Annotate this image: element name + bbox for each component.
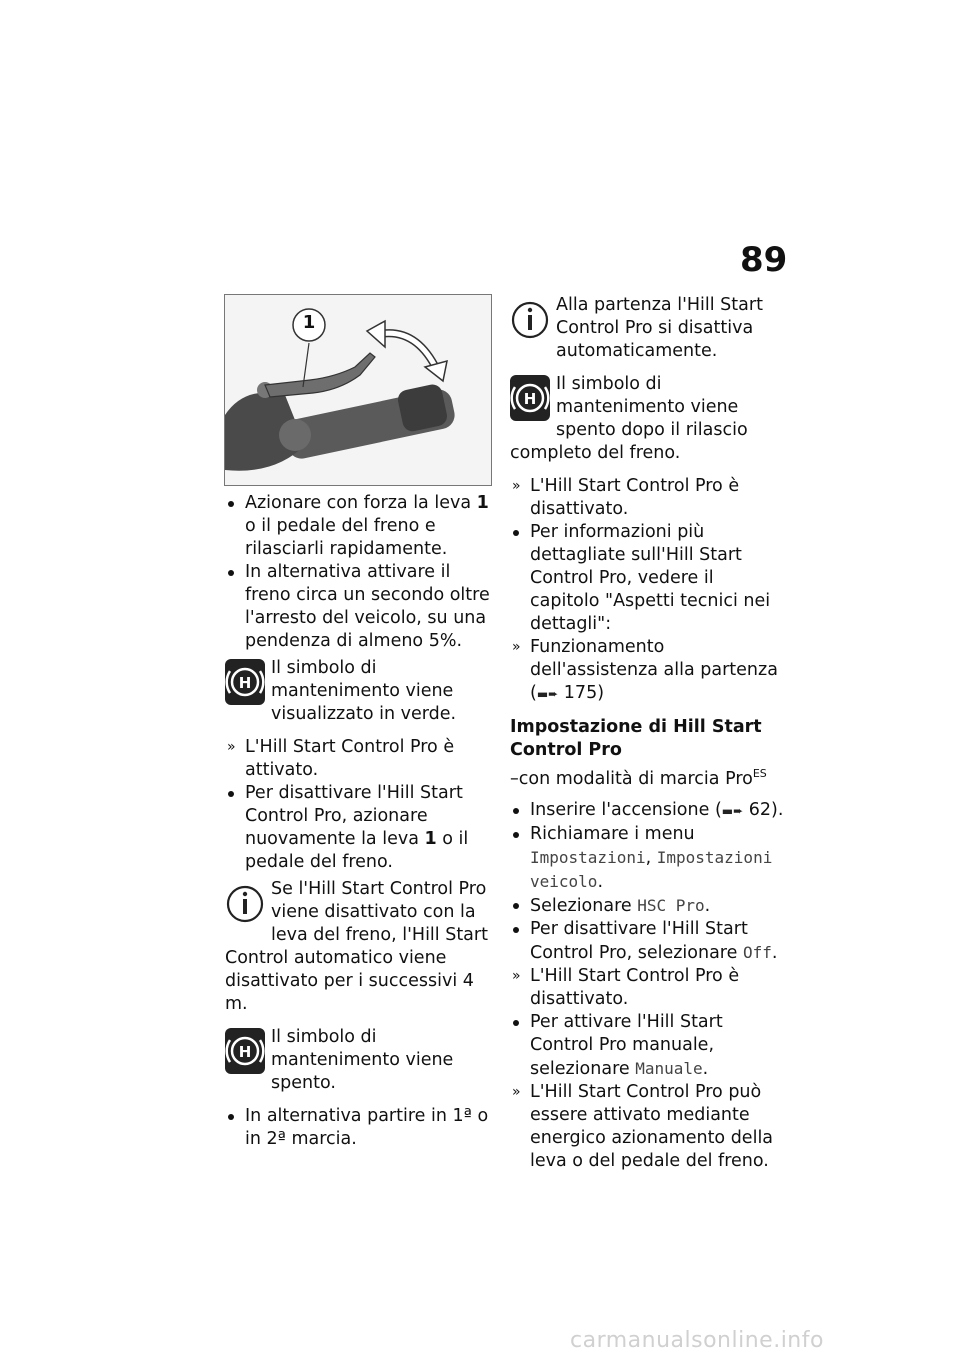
list-item: In alternativa attivare il freno circa un secondo oltre l'arresto del veicolo, su una pendenza di almeno 5%. <box>225 561 490 653</box>
bullet-icon <box>513 530 519 536</box>
list-item: Inserire l'accensione (▬➨ 62). <box>510 799 785 823</box>
info-icon <box>510 296 550 342</box>
handlebar-lever-figure <box>224 294 492 486</box>
bullet-icon <box>228 1114 234 1120</box>
svg-text:H: H <box>523 390 537 408</box>
bullet-icon <box>513 903 519 909</box>
result-item: » L'Hill Start Control Pro è attivato. <box>227 737 455 780</box>
page-reference-link[interactable]: 62). <box>743 799 784 820</box>
list-item: Selezionare HSC Pro. <box>510 894 785 918</box>
page-reference-link[interactable]: 175) <box>558 683 605 703</box>
result-item: » Funzionamento dell'assistenza alla partenza (▬➨ 175) <box>512 637 778 703</box>
section-heading: Impostazione di Hill Start Control Pro <box>510 717 762 760</box>
right-column <box>510 290 785 1173</box>
list-item: Azionare con forza la leva 1 o il pedale del freno e rilasciarli rapidamente. <box>225 492 490 561</box>
hold-indicator-icon <box>225 1028 265 1074</box>
result-item: » L'Hill Start Control Pro è disattivato. <box>512 965 740 1009</box>
info-note: Alla partenza l'Hill Start Control Pro si disattiva automaticamente. <box>510 294 785 363</box>
page-number: 89 <box>740 240 788 280</box>
list-item: Per disattivare l'Hill Start Control Pro, azionare nuovamente la leva 1 o il pedale del freno. <box>225 782 490 874</box>
bullet-icon <box>513 832 519 838</box>
result-arrow-icon: » <box>512 639 521 655</box>
result-item: » L'Hill Start Control Pro può essere attivato mediante energico azionamento della leva o del pedale del freno. <box>512 1081 774 1171</box>
result-item: » L'Hill Start Control Pro è disattivato. <box>512 476 740 519</box>
result-arrow-icon: » <box>227 739 236 755</box>
info-note: Se l'Hill Start Control Pro viene disattivato con la leva del freno, l'Hill Start Control automatico viene disattivato per i successivi 4 m. <box>225 879 488 1014</box>
hold-indicator-icon <box>225 659 265 705</box>
hold-indicator-icon <box>510 375 550 421</box>
indicator-note: H Il simbolo di mantenimento viene spento. <box>225 1026 490 1095</box>
indicator-note: H Il simbolo di mantenimento viene visualizzato in verde. <box>225 657 490 726</box>
section-subheading: –con modalità di marcia Pro$^{ES}$ <box>510 767 767 789</box>
bullet-icon <box>228 791 234 797</box>
svg-text:H: H <box>238 1043 252 1061</box>
info-icon <box>225 880 265 926</box>
list-item: In alternativa partire in 1ª o in 2ª marcia. <box>225 1105 490 1151</box>
list-item: Per informazioni più dettagliate sull'Hill Start Control Pro, vedere il capitolo "Aspetti tecnici nei dettagli": <box>510 521 785 636</box>
bullet-icon <box>228 501 234 507</box>
page-reference-icon: ▬➨ <box>536 687 559 701</box>
bullet-icon <box>513 808 519 814</box>
list-item: Richiamare i menu Impostazioni, Impostazioni veicolo. <box>510 823 785 894</box>
result-arrow-icon: » <box>512 1083 521 1100</box>
page-reference-icon: ▬➨ <box>721 803 744 818</box>
result-arrow-icon: » <box>512 967 521 984</box>
list-item: Per disattivare l'Hill Start Control Pro, selezionare Off. <box>510 918 785 965</box>
svg-text:H: H <box>238 674 252 692</box>
left-column <box>225 492 490 1151</box>
bullet-icon <box>513 927 519 933</box>
indicator-note: H Il simbolo di mantenimento viene spento dopo il rilascio completo del freno. <box>510 374 748 463</box>
list-item: Per attivare l'Hill Start Control Pro manuale, selezionare Manuale. <box>510 1011 785 1081</box>
bullet-icon <box>513 1020 519 1026</box>
result-arrow-icon: » <box>512 478 521 494</box>
figure-callout-label: 1 <box>302 312 316 333</box>
handlebar-illustration <box>225 295 491 485</box>
bullet-icon <box>228 570 234 576</box>
watermark-text: carmanualsonline.info <box>570 1328 824 1353</box>
